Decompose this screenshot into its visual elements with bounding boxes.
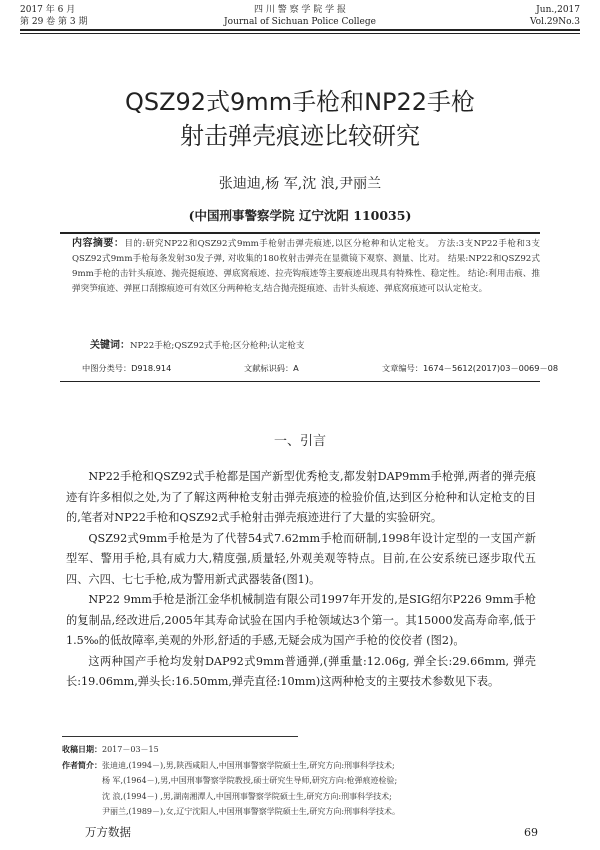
clc-number: 中图分类号：D918.914 [82,363,172,373]
running-header [20,4,580,32]
article-number: 文章编号：1674－5612(2017)03－0069－08 [382,363,559,373]
title-line-1: QSZ92式9mm手枪和NP22手枪 [124,88,476,116]
keywords-text: NP22手枪;QSZ92式手枪;区分枪种;认定枪支 [130,341,305,351]
received-date [62,742,540,758]
paragraph-3: NP22 9mm手枪是浙江金华机械制造有限公司1997年开发的,是SIG绍尔P226 9mm手枪的复制品,经改进后,2005年其寿命试验在国内手枪领域达3个第一。其15000发高寿命率,低于1.5‰的低故障率,美观的外形,舒适的手感,无疑会成为国产手枪的佼佼者 (图2)。 [66,593,536,647]
abstract-rule-top [60,232,540,234]
issue-volume: 第 29 卷 第 3 期 [20,17,88,27]
affiliation: (中国刑事警察学院 辽宁沈阳 110035) [188,208,412,223]
issue-volume-en: Vol.29No.3 [529,17,580,27]
received-value: 2017－03－15 [102,745,159,754]
issue-info-en [530,4,580,28]
footnote-rule [62,736,298,737]
classification-row [82,363,559,377]
abstract-text: 目的:研究NP22和QSZ92式9mm手枪射击弹壳痕迹,以区分枪种和认定枪支。 方法:3支NP22手枪和3支QSZ92式9mm手枪每条发射30发子弹, 对收集的180枚射击弹壳在显微镜下观察、测量、比对。 结果:NP22和QSZ92式9mm手枪的击针头痕迹、抛壳挺痕迹、弹底窝痕迹、拉壳钩痕迹等主要痕迹出现具有特殊性、稳定性。 结论:利用击痕、推弹突笋痕迹、弹匣口刮擦痕迹可有效区分两种枪支,结合抛壳挺痕迹、击针头痕迹、弹底窝痕迹可以认定枪支。 [72,239,540,294]
author-note-4: 尹丽兰,(1989－),女,辽宁沈阳人,中国刑事警察学院硕士生,研究方向:刑事科学技术。 [102,807,401,816]
author-note-3: 沈 浪,(1994－) ,男,湖南湘潭人,中国刑事警察学院硕士生,研究方向:刑事科学技术; [102,791,392,801]
title-line-2: 射击弹壳痕迹比较研究 [180,122,420,150]
journal-name-cn: 四 川 警 察 学 院 学 报 [253,5,347,15]
keywords [90,339,540,353]
paper-title [0,85,600,153]
issue-date: 2017 年 6 月 [20,5,76,15]
abstract-rule-bottom [60,381,540,382]
journal-name [20,4,580,28]
received-label: 收稿日期： [62,745,102,754]
paragraph-1: NP22手枪和QSZ92式手枪都是国产新型优秀枪支,都发射DAP9mm手枪弹,两者的弹壳痕迹有许多相似之处,为了了解这两种枪支射击弹壳痕迹的检验价值,达到区分枪种和认定枪支的目的,笔者对NP22手枪和QSZ92式手枪射击弹壳痕迹进行了大量的实验研究。 [66,470,536,524]
author-note-text-1: 张迪迪,(1994－),男,陕西咸阳人,中国刑事警察学院硕士生,研究方向:刑事科学技术; [102,760,395,770]
abstract-label: 内容摘要： [72,238,125,249]
header-rule-thin [20,33,580,34]
issue-date-en: Jun.,2017 [536,5,580,15]
page-number: 69 [524,826,538,839]
author-note-2: 杨 军,(1964－),男,中国刑事警察学院教授,硕士研究生导师,研究方向:枪弹痕迹检验; [102,776,398,785]
author-list: 张迪迪,杨 军,沈 浪,尹丽兰 [218,176,382,192]
footnotes [62,742,540,820]
body-text [66,467,536,693]
author-intro-label: 作者简介： [62,760,102,770]
document-code: 文献标识码：A [244,363,299,373]
paragraph-2: QSZ92式9mm手枪是为了代替54式7.62mm手枪而研制,1998年设计定型的一支国产新型军、警用手枪,具有威力大,精度强,质量轻,外观美观等特点。目前,在公安系统已逐步取代五四、六四、七七手枪,成为警用新式武器装备(图1)。 [66,531,536,586]
keywords-label: 关键词： [90,340,130,351]
abstract [72,236,540,297]
author-note-1 [62,758,540,774]
section-heading: 一、引言 [273,434,326,449]
header-rule-thick [20,29,580,31]
paragraph-4: 这两种国产手枪均发射DAP92式9mm普通弹,(弹重量:12.06g, 弹全长:29.66mm, 弹壳长:19.06mm,弹头长:16.50mm,弹壳直径:10mm)这两种枪支的主要技术参数见下表。 [66,654,536,688]
journal-name-en: Journal of Sichuan Police College [224,17,376,27]
database-watermark: 万方数据 [85,825,131,839]
